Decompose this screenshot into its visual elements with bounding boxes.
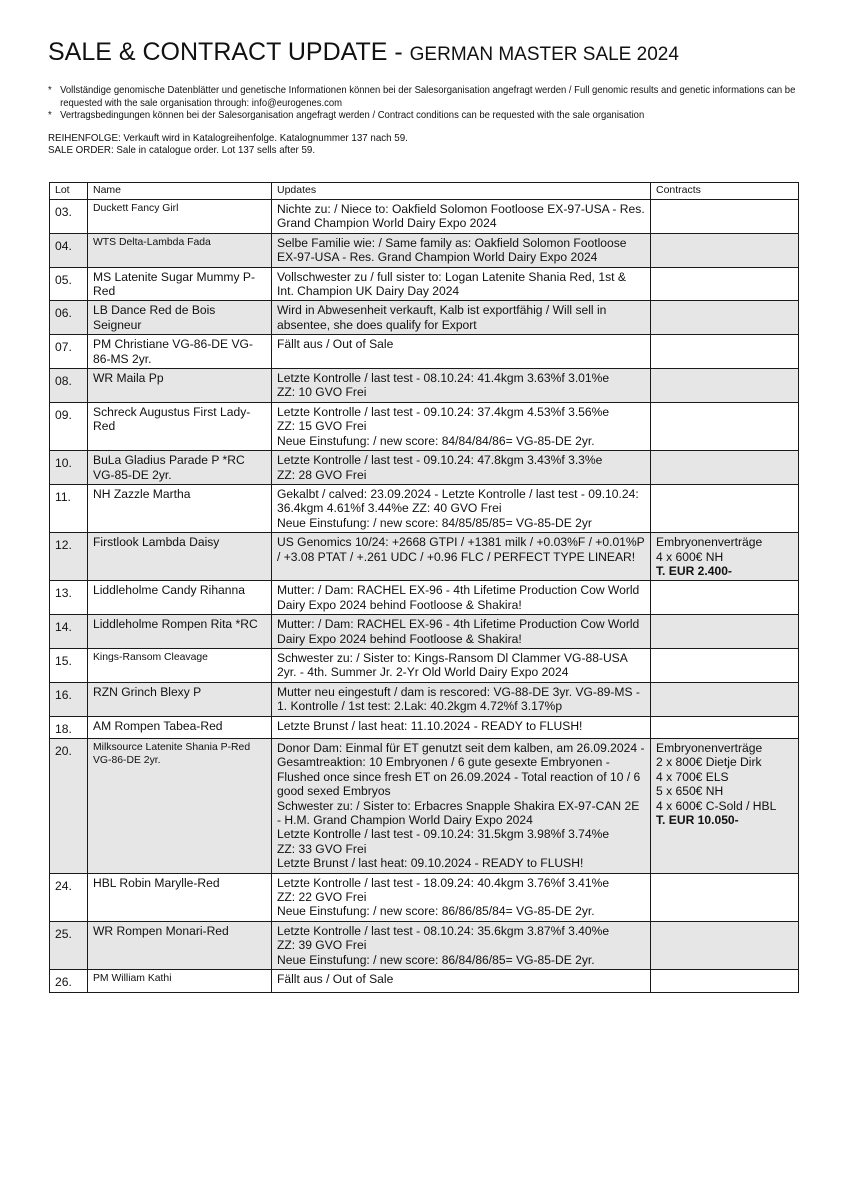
- animal-name: WR Rompen Monari-Red: [88, 921, 272, 969]
- table-row: [50, 648, 799, 682]
- table-row: [50, 402, 799, 450]
- update-line: Letzte Kontrolle / last test - 09.10.24: 31.5kgm 3.98%f 3.74%e: [277, 827, 610, 842]
- updates-cell: [272, 402, 651, 450]
- footnote-text: Vollständige genomische Datenblätter und genetische Informationen können bei der Salesorganisation angefragt werden / Full genomic results and genetic informations can be requested with the sale organisation through: info@eurogenes.com: [60, 85, 796, 109]
- lot-number: 07.: [50, 335, 88, 369]
- table-row: [50, 682, 799, 716]
- lot-number: 09.: [50, 402, 88, 450]
- updates-cell: [272, 451, 651, 485]
- update-line: Letzte Kontrolle / last test - 08.10.24: 41.4kgm 3.63%f 3.01%e: [277, 371, 610, 386]
- animal-name: Kings-Ransom Cleavage: [88, 648, 272, 682]
- updates-cell: [272, 233, 651, 267]
- update-line: ZZ: 28 GVO Frei: [277, 467, 367, 482]
- contracts-cell: [651, 970, 799, 992]
- lot-number: 13.: [50, 581, 88, 615]
- contracts-cell: [651, 921, 799, 969]
- lot-number: 03.: [50, 200, 88, 234]
- contracts-cell: [651, 648, 799, 682]
- contracts-cell: [651, 615, 799, 649]
- update-line: Gekalbt / calved: 23.09.2024 - Letzte Kontrolle / last test - 09.10.24: 36.4kgm 4.61%f 3.44%e ZZ: 40 GVO Frei: [277, 486, 639, 516]
- update-line: Letzte Kontrolle / last test - 18.09.24: 40.4kgm 3.76%f 3.41%e: [277, 875, 610, 890]
- updates-cell: [272, 267, 651, 301]
- updates-cell: [272, 648, 651, 682]
- contracts-cell: [651, 369, 799, 403]
- update-line: ZZ: 33 GVO Frei: [277, 841, 367, 856]
- contracts-cell: [651, 451, 799, 485]
- footnotes: [48, 85, 820, 123]
- animal-name: HBL Robin Marylle-Red: [88, 873, 272, 921]
- animal-name: PM William Kathi: [88, 970, 272, 992]
- update-line: ZZ: 39 GVO Frei: [277, 938, 367, 953]
- header-lot: Lot: [50, 183, 88, 200]
- lot-number: 05.: [50, 267, 88, 301]
- contracts-cell: [651, 533, 799, 581]
- animal-name: Firstlook Lambda Daisy: [88, 533, 272, 581]
- lot-number: 25.: [50, 921, 88, 969]
- animal-name: BuLa Gladius Parade P *RC VG-85-DE 2yr.: [88, 451, 272, 485]
- updates-cell: [272, 484, 651, 532]
- table-row: [50, 615, 799, 649]
- update-line: Letzte Brunst / last heat: 11.10.2024 - READY to FLUSH!: [277, 718, 583, 733]
- updates-cell: [272, 615, 651, 649]
- contract-line: Embryonenverträge: [656, 741, 763, 755]
- contract-line: Embryonenverträge: [656, 535, 763, 550]
- table-row: [50, 484, 799, 532]
- updates-cell: [272, 716, 651, 738]
- contracts-cell: [651, 267, 799, 301]
- contracts-cell: [651, 402, 799, 450]
- lot-number: 24.: [50, 873, 88, 921]
- sale-order-english: SALE ORDER: Sale in catalogue order. Lot 137 sells after 59.: [48, 144, 316, 157]
- lot-number: 04.: [50, 233, 88, 267]
- animal-name: WR Maila Pp: [88, 369, 272, 403]
- contract-total: T. EUR 2.400-: [656, 563, 732, 578]
- table-row: [50, 716, 799, 738]
- table-row: [50, 369, 799, 403]
- contract-line: 4 x 600€ NH: [656, 549, 724, 564]
- table-row: [50, 921, 799, 969]
- footnote-star: *: [48, 85, 52, 96]
- update-line: Letzte Kontrolle / last test - 09.10.24: 47.8kgm 3.43%f 3.3%e: [277, 453, 603, 468]
- animal-name: MS Latenite Sugar Mummy P-Red: [88, 267, 272, 301]
- updates-cell: [272, 301, 651, 335]
- animal-name: Milksource Latenite Shania P-Red VG-86-DE 2yr.: [88, 739, 272, 874]
- update-line: Selbe Familie wie: / Same family as: Oakfield Solomon Footloose EX-97-USA - Res. Grand Champion World Dairy Expo 2024: [277, 235, 627, 265]
- update-line: Letzte Kontrolle / last test - 08.10.24: 35.6kgm 3.87%f 3.40%e: [277, 923, 610, 938]
- footnote-contracts: [48, 110, 820, 123]
- contracts-cell: [651, 581, 799, 615]
- lot-number: 10.: [50, 451, 88, 485]
- table-row: [50, 581, 799, 615]
- contracts-cell: [651, 335, 799, 369]
- header-name: Name: [88, 183, 272, 200]
- contracts-cell: [651, 200, 799, 234]
- lot-number: 20.: [50, 739, 88, 874]
- footnote-star: *: [48, 110, 52, 122]
- contract-line: 4 x 600€ C-Sold / HBL: [656, 798, 777, 813]
- title-subtitle: GERMAN MASTER SALE 2024: [409, 44, 679, 65]
- table-row: [50, 451, 799, 485]
- update-line: Mutter neu eingestuft / dam is rescored: VG-88-DE 3yr. VG-89-MS - 1. Kontrolle / 1st test: 2.Lak: 40.2kgm 4.72%f 3.17%p: [277, 684, 640, 714]
- header-contracts: Contracts: [651, 183, 799, 200]
- animal-name: WTS Delta-Lambda Fada: [88, 233, 272, 267]
- contracts-cell: [651, 233, 799, 267]
- update-line: Fällt aus / Out of Sale: [277, 972, 394, 987]
- contracts-cell: [651, 301, 799, 335]
- sale-order-info: [48, 132, 783, 157]
- table-row: [50, 970, 799, 992]
- updates-cell: [272, 335, 651, 369]
- updates-cell: [272, 970, 651, 992]
- update-line: Neue Einstufung: / new score: 86/86/85/84= VG-85-DE 2yr.: [277, 904, 595, 919]
- updates-cell: [272, 739, 651, 874]
- lot-number: 11.: [50, 484, 88, 532]
- lot-number: 15.: [50, 648, 88, 682]
- animal-name: Duckett Fancy Girl: [88, 200, 272, 234]
- table-row: [50, 533, 799, 581]
- table-row: [50, 267, 799, 301]
- update-line: Letzte Kontrolle / last test - 09.10.24: 37.4kgm 4.53%f 3.56%e: [277, 404, 610, 419]
- updates-cell: [272, 682, 651, 716]
- table-row: [50, 873, 799, 921]
- document-page: [48, 38, 800, 157]
- updates-cell: [272, 581, 651, 615]
- page-title: [48, 38, 800, 69]
- table-row: [50, 200, 799, 234]
- animal-name: LB Dance Red de Bois Seigneur: [88, 301, 272, 335]
- lot-number: 16.: [50, 682, 88, 716]
- lot-number: 18.: [50, 716, 88, 738]
- lot-number: 08.: [50, 369, 88, 403]
- update-line: Schwester zu: / Sister to: Kings-Ransom Dl Clammer VG-88-USA 2yr. - 4th. Summer Jr. 2-Yr Old World Dairy Expo 2024: [277, 650, 628, 680]
- lot-number: 06.: [50, 301, 88, 335]
- update-line: Neue Einstufung: / new score: 86/84/86/85= VG-85-DE 2yr.: [277, 952, 595, 967]
- updates-cell: [272, 533, 651, 581]
- animal-name: Liddleholme Rompen Rita *RC: [88, 615, 272, 649]
- footnote-genomics: [48, 85, 820, 110]
- update-line: Vollschwester zu / full sister to: Logan Latenite Shania Red, 1st & Int. Champion UK Dairy Day 2024: [277, 269, 626, 299]
- updates-table: [49, 182, 799, 993]
- update-line: ZZ: 10 GVO Frei: [277, 385, 367, 400]
- lot-number: 14.: [50, 615, 88, 649]
- lot-number: 12.: [50, 533, 88, 581]
- update-line: Neue Einstufung: / new score: 84/85/85/85= VG-85-DE 2yr: [277, 515, 592, 530]
- animal-name: Liddleholme Candy Rihanna: [88, 581, 272, 615]
- table-body: [50, 200, 799, 993]
- contracts-cell: [651, 682, 799, 716]
- animal-name: PM Christiane VG-86-DE VG-86-MS 2yr.: [88, 335, 272, 369]
- title-main: SALE & CONTRACT UPDATE -: [48, 38, 410, 66]
- update-line: Letzte Brunst / last heat: 09.10.2024 - READY to FLUSH!: [277, 856, 584, 871]
- animal-name: NH Zazzle Martha: [88, 484, 272, 532]
- contract-line: 2 x 800€ Dietje Dirk: [656, 755, 762, 770]
- update-line: US Genomics 10/24: +2668 GTPI / +1381 milk / +0.03%F / +0.01%P / +3.08 PTAT / +.261 UDC / +0.96 FLC / PERFECT TYPE LINEAR!: [277, 535, 645, 564]
- updates-cell: [272, 369, 651, 403]
- contract-line: 4 x 700€ ELS: [656, 769, 729, 784]
- table-header-row: [50, 183, 799, 200]
- updates-cell: [272, 873, 651, 921]
- update-line: Nichte zu: / Niece to: Oakfield Solomon Footloose EX-97-USA - Res. Grand Champion World Dairy Expo 2024: [277, 202, 645, 231]
- update-line: Schwester zu: / Sister to: Erbacres Snapple Shakira EX-97-CAN 2E - H.M. Grand Champion World Dairy Expo 2024: [277, 798, 640, 828]
- update-line: Donor Dam: Einmal für ET genutzt seit dem kalben, am 26.09.2024 - Gesamtreaktion: 10 Embryonen / 6 gute gesexte Embryonen - Flushed once since fresh ET on 26.09.2024 - Total reaction of 10 / 6 good sexed Embryos: [277, 741, 645, 799]
- animal-name: Schreck Augustus First Lady-Red: [88, 402, 272, 450]
- updates-cell: [272, 200, 651, 234]
- animal-name: AM Rompen Tabea-Red: [88, 716, 272, 738]
- table-row: [50, 233, 799, 267]
- update-line: Mutter: / Dam: RACHEL EX-96 - 4th Lifetime Production Cow World Dairy Expo 2024 behind Footloose & Shakira!: [277, 583, 640, 612]
- contract-line: 5 x 650€ NH: [656, 784, 724, 799]
- update-line: ZZ: 22 GVO Frei: [277, 890, 367, 905]
- update-line: Fällt aus / Out of Sale: [277, 337, 394, 352]
- table-row: [50, 335, 799, 369]
- animal-name: RZN Grinch Blexy P: [88, 682, 272, 716]
- update-line: Mutter: / Dam: RACHEL EX-96 - 4th Lifetime Production Cow World Dairy Expo 2024 behind Footloose & Shakira!: [277, 617, 640, 646]
- footnote-text: Vertragsbedingungen können bei der Salesorganisation angefragt werden / Contract conditions can be requested with the sale organisation: [60, 110, 645, 122]
- sale-order-german: REIHENFOLGE: Verkauft wird in Katalogreihenfolge. Katalognummer 137 nach 59.: [48, 131, 408, 144]
- table-row: [50, 739, 799, 874]
- contracts-cell: [651, 484, 799, 532]
- updates-cell: [272, 921, 651, 969]
- update-line: Neue Einstufung: / new score: 84/84/84/86= VG-85-DE 2yr.: [277, 433, 595, 448]
- update-line: Wird in Abwesenheit verkauft, Kalb ist exportfähig / Will sell in absentee, she does qualify for Export: [277, 303, 607, 332]
- lot-number: 26.: [50, 970, 88, 992]
- contracts-cell: [651, 873, 799, 921]
- contracts-cell: [651, 739, 799, 874]
- header-updates: Updates: [272, 183, 651, 200]
- update-line: ZZ: 15 GVO Frei: [277, 419, 367, 434]
- contracts-cell: [651, 716, 799, 738]
- contract-total: T. EUR 10.050-: [656, 813, 739, 828]
- table-row: [50, 301, 799, 335]
